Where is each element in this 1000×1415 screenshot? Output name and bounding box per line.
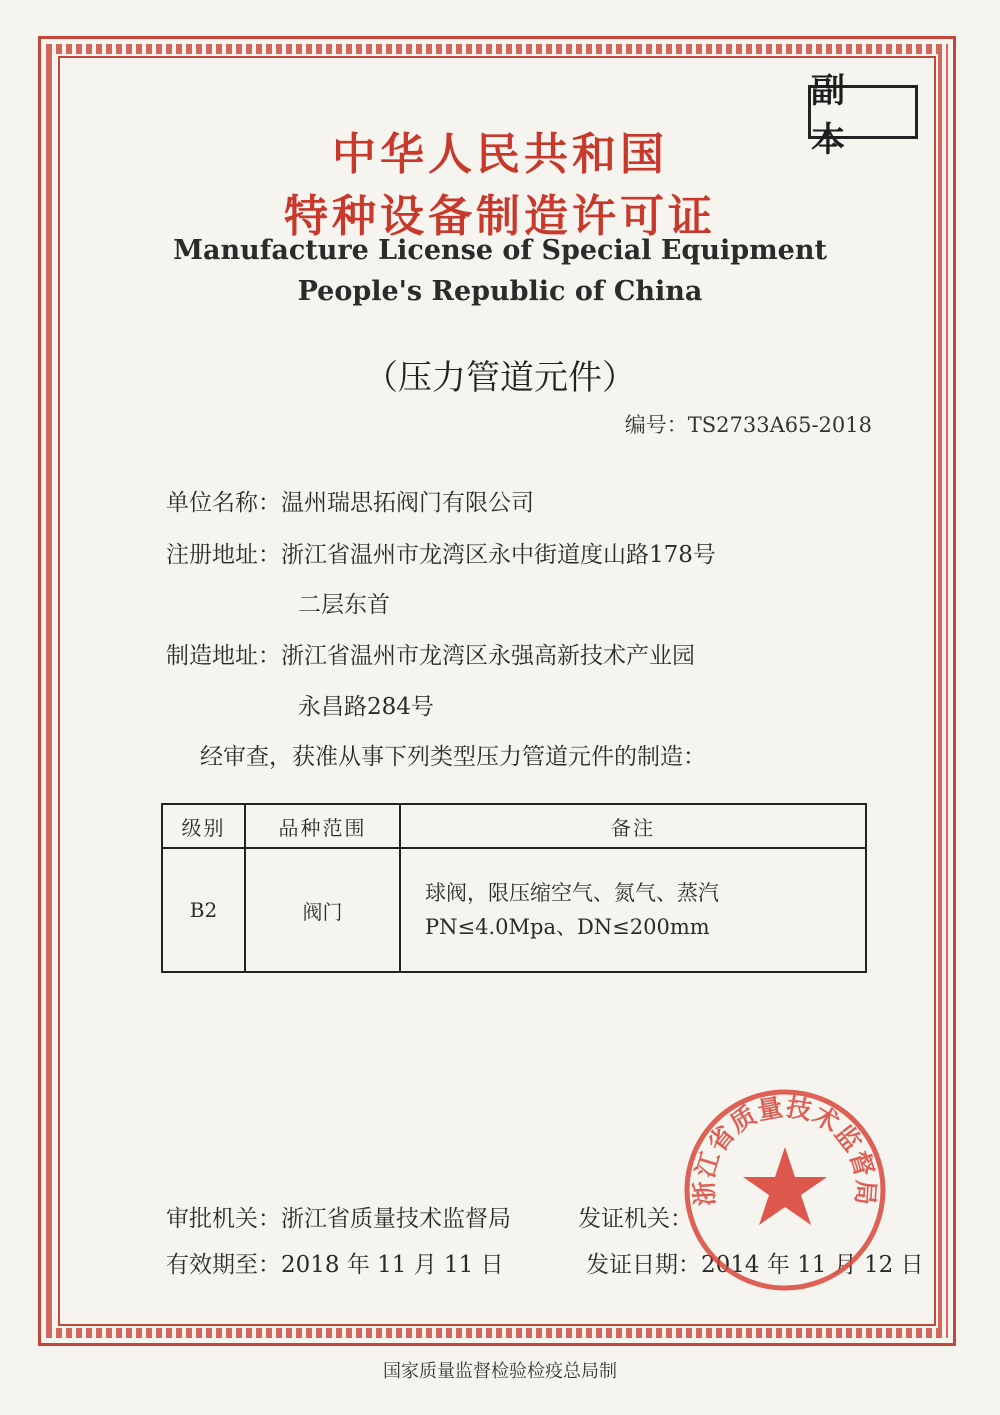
- issue-date-value: 2014 年 11 月 12 日: [701, 1252, 924, 1278]
- cert-no-label: 编号：: [624, 413, 688, 437]
- official-seal: [680, 1085, 890, 1295]
- reg-addr-label: 注册地址：: [166, 542, 281, 568]
- mfg-addr-line1: 浙江省温州市龙湾区永强高新技术产业园: [281, 643, 695, 669]
- cell-note: [400, 848, 866, 972]
- mfg-addr-line2: 永昌路284号: [298, 694, 434, 720]
- cert-no-value: TS2733A65-2018: [687, 413, 872, 437]
- reg-addr-row: [166, 536, 716, 569]
- seal-star-icon: [743, 1147, 827, 1225]
- title-en-line2: People's Republic of China: [297, 276, 703, 307]
- approval-row: [166, 1200, 511, 1233]
- mfg-addr-row: [166, 637, 695, 670]
- cell-scope: 阀门: [245, 848, 400, 972]
- table-row: [162, 848, 866, 972]
- seal-text: 浙江省质量技术监督局: [689, 1092, 881, 1207]
- approval-value: 浙江省质量技术监督局: [281, 1206, 511, 1232]
- title-en-line1: Manufacture License of Special Equipment: [173, 235, 827, 266]
- unit-value: 温州瑞思拓阀门有限公司: [281, 490, 534, 516]
- scope-table: [161, 803, 867, 973]
- valid-value: 2018 年 11 月 11 日: [281, 1252, 504, 1278]
- copy-stamp: 副 本: [808, 85, 918, 139]
- header-note: 备注: [400, 804, 866, 848]
- title-cn-line2: 特种设备制造许可证: [284, 191, 716, 242]
- header-scope: 品种范围: [245, 804, 400, 848]
- bottom-note: 国家质量监督检验检疫总局制: [383, 1361, 617, 1382]
- issuer-row: [578, 1200, 693, 1233]
- issuer-label: 发证机关：: [578, 1206, 693, 1232]
- mfg-addr-label: 制造地址：: [166, 643, 281, 669]
- note-line2: PN≤4.0Mpa、DN≤200mm: [425, 915, 710, 939]
- reg-addr-line1: 浙江省温州市龙湾区永中街道度山路178号: [281, 542, 716, 568]
- certificate-number: [625, 409, 872, 439]
- unit-label: 单位名称：: [166, 490, 281, 516]
- table-header-row: [162, 804, 866, 848]
- unit-row: [166, 484, 534, 517]
- title-cn-line1: 中华人民共和国: [332, 129, 668, 180]
- valid-row: [166, 1246, 504, 1279]
- valid-label: 有效期至：: [166, 1252, 281, 1278]
- approval-label: 审批机关：: [166, 1206, 281, 1232]
- note-line1: 球阀，限压缩空气、氮气、蒸汽: [425, 881, 719, 905]
- cell-level: B2: [162, 848, 245, 972]
- header-level: 级别: [162, 804, 245, 848]
- issue-date-label: 发证日期：: [586, 1252, 701, 1278]
- subtitle: （压力管道元件）: [364, 358, 636, 398]
- intro-text: 经审查，获准从事下列类型压力管道元件的制造：: [200, 744, 706, 770]
- reg-addr-line2: 二层东首: [298, 592, 390, 618]
